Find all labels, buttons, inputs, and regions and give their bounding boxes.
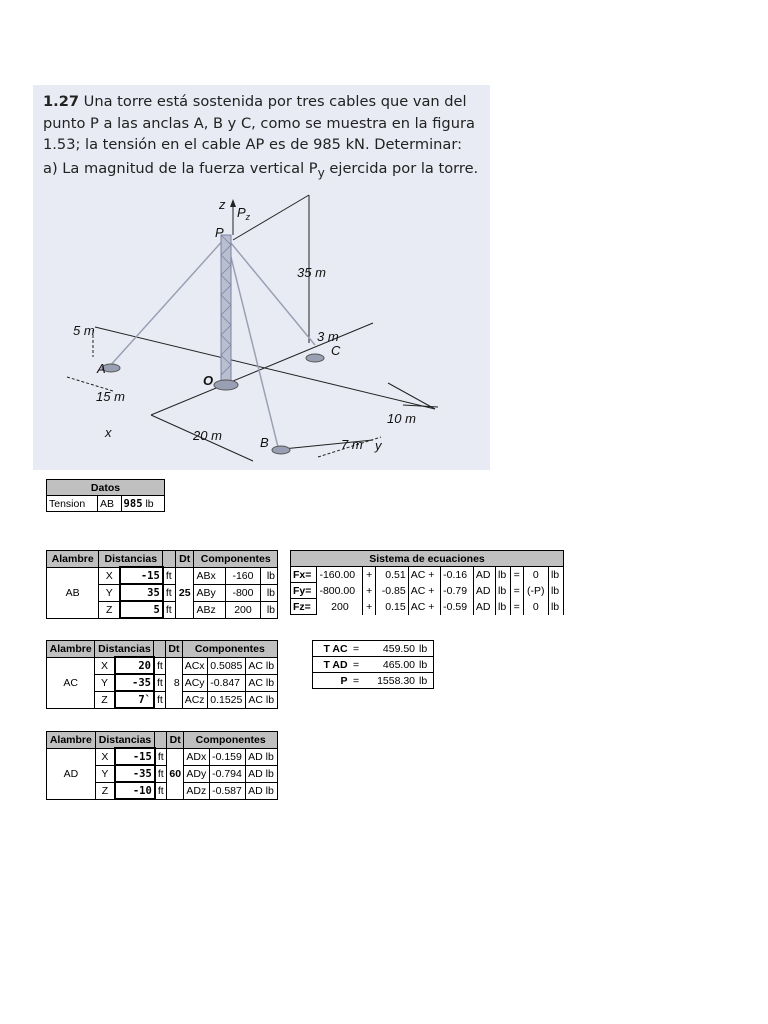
question-sub: y xyxy=(317,165,325,180)
label-pz: $P_z$ xyxy=(237,205,251,222)
eq-c2: 0.51 xyxy=(376,567,409,583)
eq-c3: -0.79 xyxy=(441,583,474,599)
eq-c1: -800.00 xyxy=(317,583,363,599)
comp-label: ADz xyxy=(184,782,210,799)
dist-unit: ft xyxy=(163,584,176,601)
header-componentes: Componentes xyxy=(182,641,277,658)
distance: 7` xyxy=(115,691,154,708)
eq-u: lb xyxy=(496,583,511,599)
result-eq: = xyxy=(350,673,363,689)
comp-label: ADy xyxy=(184,765,210,782)
eq-ru: lb xyxy=(548,583,563,599)
label-a: A xyxy=(97,361,106,376)
result-value: 459.50 xyxy=(363,641,417,657)
header-dt: Dt xyxy=(175,551,194,568)
result-name: T AC xyxy=(313,641,350,657)
axis: Z xyxy=(95,782,115,799)
equations-title: Sistema de ecuaciones xyxy=(291,551,564,567)
eq-rhs: (-P) xyxy=(523,583,548,599)
datos-value-cell xyxy=(121,496,164,512)
result-unit: lb xyxy=(417,657,433,673)
header-blank xyxy=(163,551,176,568)
label-p: P xyxy=(215,225,224,240)
label-z: z xyxy=(219,197,226,212)
axis: Y xyxy=(95,765,115,782)
axis: X xyxy=(99,567,120,584)
comp-label: ABz xyxy=(194,601,226,618)
distance: -15 xyxy=(115,748,155,765)
dist-unit: ft xyxy=(163,567,176,584)
datos-cable: AB xyxy=(98,496,122,512)
comp-value: -160 xyxy=(226,567,260,584)
label-o: O xyxy=(203,373,214,388)
eq-rhs: 0 xyxy=(523,567,548,583)
header-distancias: Distancias xyxy=(95,641,154,658)
header-componentes: Componentes xyxy=(194,551,278,568)
comp-label: ACx xyxy=(182,657,208,674)
axis: Z xyxy=(99,601,120,618)
eq-ru: lb xyxy=(548,599,563,615)
comp-value: -0.159 xyxy=(210,748,246,765)
eq-c3: -0.59 xyxy=(441,599,474,615)
dist-unit: ft xyxy=(154,674,166,691)
problem-panel xyxy=(33,85,490,470)
header-dt: Dt xyxy=(166,641,183,658)
dist-unit: ft xyxy=(154,691,166,708)
header-blank xyxy=(154,641,166,658)
result-value: 465.00 xyxy=(363,657,417,673)
comp-value: -800 xyxy=(226,584,260,601)
distance: -35 xyxy=(115,674,154,691)
datos-table xyxy=(46,479,165,512)
result-unit: lb xyxy=(417,641,433,657)
axis: Z xyxy=(95,691,115,708)
label-15m: 15 m xyxy=(96,389,125,404)
eq-c2: -0.85 xyxy=(376,583,409,599)
comp-unit: AC lb xyxy=(246,674,278,691)
header-blank xyxy=(155,732,167,749)
comp-value: -0.587 xyxy=(210,782,246,799)
wire-table-ac xyxy=(46,640,278,709)
dist-unit: ft xyxy=(155,748,167,765)
result-unit: lb xyxy=(417,673,433,689)
wire-table-ad xyxy=(46,731,278,800)
distance: -35 xyxy=(115,765,155,782)
eq-op1: + xyxy=(363,567,376,583)
eq-c3: -0.16 xyxy=(441,567,474,583)
eq-op1: + xyxy=(363,599,376,615)
eq-v2: AC + xyxy=(408,583,440,599)
wire-table-ab xyxy=(46,550,278,619)
comp-unit: AD lb xyxy=(246,765,278,782)
comp-value: 0.1525 xyxy=(208,691,246,708)
eq-u: lb xyxy=(496,599,511,615)
label-7m: 7 m xyxy=(341,437,363,452)
label-c: C xyxy=(331,343,341,358)
header-componentes: Componentes xyxy=(184,732,278,749)
tower xyxy=(214,235,238,390)
dist-unit: ft xyxy=(163,601,176,618)
comp-unit: lb xyxy=(260,584,277,601)
datos-title: Datos xyxy=(47,480,165,496)
dt-value: 8 xyxy=(166,657,183,708)
anchor-c xyxy=(306,354,324,362)
eq-u: lb xyxy=(496,567,511,583)
label-20m: 20 m xyxy=(193,428,222,443)
distance: -10 xyxy=(115,782,155,799)
result-value: 1558.30 xyxy=(363,673,417,689)
header-dt: Dt xyxy=(167,732,184,749)
result-name: P xyxy=(313,673,350,689)
result-eq: = xyxy=(350,641,363,657)
eq-eq: = xyxy=(510,583,523,599)
axis: X xyxy=(95,748,115,765)
eq-c2: 0.15 xyxy=(376,599,409,615)
eq-lhs: Fx= xyxy=(291,567,317,583)
comp-unit: AD lb xyxy=(246,782,278,799)
result-eq: = xyxy=(350,657,363,673)
eq-c1: 200 xyxy=(317,599,363,615)
comp-unit: AC lb xyxy=(246,691,278,708)
label-3m: 3 m xyxy=(317,329,339,344)
comp-label: ACz xyxy=(182,691,208,708)
problem-number: 1.27 xyxy=(43,93,80,110)
axis: X xyxy=(95,657,115,674)
results-table xyxy=(312,640,434,689)
eq-v2: AC + xyxy=(408,599,440,615)
dt-value: 60 xyxy=(167,748,184,799)
distance: -15 xyxy=(120,567,163,584)
dist-unit: ft xyxy=(155,765,167,782)
result-name: T AD xyxy=(313,657,350,673)
comp-label: ABx xyxy=(194,567,226,584)
axis: Y xyxy=(99,584,120,601)
dt-value: 25 xyxy=(175,567,194,618)
datos-label: Tension xyxy=(47,496,98,512)
wire-name: AB xyxy=(47,567,99,618)
comp-value: -0.847 xyxy=(208,674,246,691)
eq-v2: AC + xyxy=(408,567,440,583)
comp-unit: lb xyxy=(260,567,277,584)
header-alambre: Alambre xyxy=(47,551,99,568)
tower-figure xyxy=(33,85,490,470)
comp-value: 0.5085 xyxy=(208,657,246,674)
eq-rhs: 0 xyxy=(523,599,548,615)
x-axis-line xyxy=(151,323,373,415)
header-distancias: Distancias xyxy=(95,732,155,749)
label-35m: 35 m xyxy=(297,265,326,280)
eq-lhs: Fz= xyxy=(291,599,317,615)
question-text: a) La magnitud de la fuerza vertical P xyxy=(43,160,318,177)
anchor-b xyxy=(272,446,290,454)
header-alambre: Alambre xyxy=(47,732,96,749)
eq-eq: = xyxy=(510,567,523,583)
datos-value: 985 xyxy=(123,497,143,510)
header-distancias: Distancias xyxy=(99,551,163,568)
comp-label: ABy xyxy=(194,584,226,601)
label-y: y xyxy=(375,438,382,453)
dist-unit: ft xyxy=(155,782,167,799)
comp-unit: AC lb xyxy=(246,657,278,674)
comp-value: 200 xyxy=(226,601,260,618)
comp-unit: AD lb xyxy=(246,748,278,765)
question-end: ejercida por la torre. xyxy=(324,160,479,177)
eq-op1: + xyxy=(363,583,376,599)
cable-ap xyxy=(109,237,226,367)
comp-value: -0.794 xyxy=(210,765,246,782)
label-x: x xyxy=(105,425,112,440)
wire-name: AD xyxy=(47,748,96,799)
eq-v3: AD xyxy=(473,567,495,583)
equations-table xyxy=(290,550,564,615)
label-5m: 5 m xyxy=(73,323,95,338)
distance: 20 xyxy=(115,657,154,674)
label-10m: 10 m xyxy=(387,411,416,426)
eq-v3: AD xyxy=(473,583,495,599)
axis: Y xyxy=(95,674,115,691)
wire-name: AC xyxy=(47,657,95,708)
distance: 5 xyxy=(120,601,163,618)
datos-unit: lb xyxy=(145,497,154,510)
comp-unit: lb xyxy=(260,601,277,618)
comp-label: ACy xyxy=(182,674,208,691)
eq-eq: = xyxy=(510,599,523,615)
eq-v3: AD xyxy=(473,599,495,615)
label-b: B xyxy=(260,435,269,450)
comp-label: ADx xyxy=(184,748,210,765)
problem-text: Una torre está sostenida por tres cables que van del punto P a las anclas A, B y C, como se muestra en la figura 1.53; la tensión en el cable AP es de 985 kN. Determinar: xyxy=(43,93,475,153)
eq-lhs: Fy= xyxy=(291,583,317,599)
eq-c1: -160.00 xyxy=(317,567,363,583)
distance: 35 xyxy=(120,584,163,601)
header-alambre: Alambre xyxy=(47,641,95,658)
eq-ru: lb xyxy=(548,567,563,583)
dist-unit: ft xyxy=(154,657,166,674)
